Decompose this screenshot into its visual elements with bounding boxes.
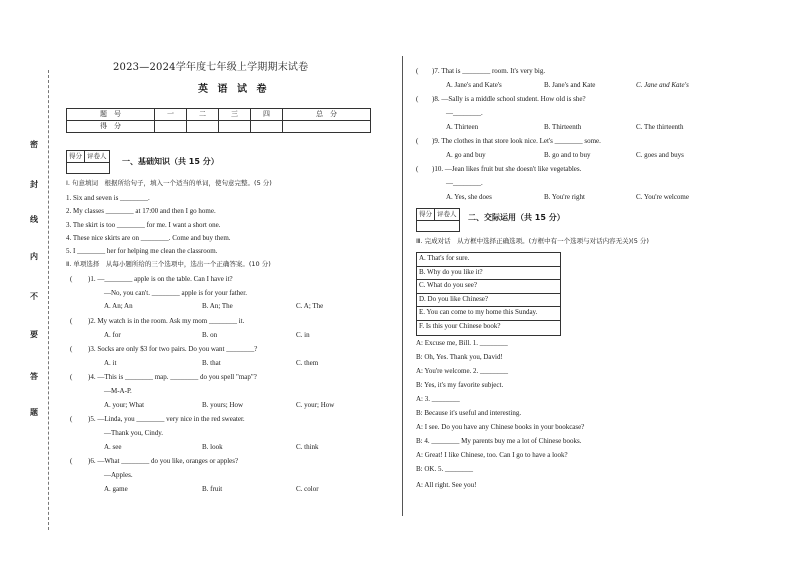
part1-title: Ⅰ. 句意填词 根据所给句子，填入一个适当的单词，使句意完整。(5 分) — [66, 179, 272, 187]
option-c: C. color — [296, 485, 319, 493]
option-a: A. for — [104, 331, 121, 339]
grader-score-label: 得分 — [67, 151, 85, 162]
grader-box-2 — [416, 208, 460, 232]
grader-name-label: 评卷人 — [87, 152, 107, 160]
question-text: )2. My watch is in the room. Ask my mom ________ it. — [88, 317, 245, 325]
section1-title: 一、基础知识（共 15 分） — [122, 157, 219, 166]
dialogue-option: C. What do you see? — [417, 280, 560, 294]
dialogue-option: A. That's for sure. — [417, 253, 560, 267]
dialogue-line: A: Excuse me, Bill. 1. ________ — [416, 339, 508, 347]
binding-char: 不 — [30, 291, 38, 301]
score-header-cell: 一 — [155, 109, 187, 121]
question-text: —________. — [446, 179, 483, 187]
fill-item: 1. Six and seven is ________. — [66, 194, 150, 202]
option-b: B. go and to buy — [544, 151, 591, 159]
option-b: B. fruit — [202, 485, 223, 493]
dialogue-line: A: You're welcome. 2. ________ — [416, 367, 509, 375]
score-blank-cell[interactable] — [219, 121, 251, 133]
score-blank-cell[interactable] — [155, 121, 187, 133]
dialogue-line: B: Yes, it's my favorite subject. — [416, 381, 504, 389]
question-text: —Apples. — [104, 471, 133, 479]
question-text: —Thank you, Cindy. — [104, 429, 164, 437]
binding-char: 题 — [30, 407, 38, 417]
score-header-cell: 三 — [219, 109, 251, 121]
dialogue-line: A: All right. See you! — [416, 481, 477, 489]
question-text: —No, you can't. ________ apple is for your father. — [104, 289, 247, 297]
fill-item: 4. These nice skirts are on ________. Come and buy them. — [66, 234, 231, 242]
option-b: B. Jane's and Kate — [544, 81, 596, 89]
option-c: C. think — [296, 443, 319, 451]
question-text: )6. —What ________ do you like, oranges or apples? — [88, 457, 239, 465]
score-blank-cell[interactable] — [283, 121, 371, 133]
answer-paren[interactable]: ( — [416, 165, 419, 173]
grader-box-1 — [66, 150, 110, 174]
dialogue-line: B: 4. ________ My parents buy me a lot of Chinese books. — [416, 437, 582, 445]
answer-paren[interactable]: ( — [70, 415, 73, 423]
option-b: B. yours; How — [202, 401, 244, 409]
binding-char: 线 — [30, 214, 38, 224]
answer-paren[interactable]: ( — [416, 137, 419, 145]
option-c: C. The thirteenth — [636, 123, 684, 131]
option-b: B. You're right — [544, 193, 585, 201]
option-b: B. look — [202, 443, 223, 451]
option-a: A. go and buy — [446, 151, 486, 159]
question-text: )10. —Jean likes fruit but she doesn't like vegetables. — [432, 165, 582, 173]
answer-paren[interactable]: ( — [416, 95, 419, 103]
option-a: A. Jane's and Kate's — [446, 81, 502, 89]
option-c: C. your; How — [296, 401, 335, 409]
score-blank-cell[interactable] — [187, 121, 219, 133]
column-divider — [402, 56, 403, 516]
dialogue-line: A: I see. Do you have any Chinese books in your bookcase? — [416, 423, 585, 431]
option-c: C. in — [296, 331, 310, 339]
answer-paren[interactable]: ( — [70, 345, 73, 353]
question-text: )3. Socks are only $3 for two pairs. Do you want ________? — [88, 345, 258, 353]
question-text: —M-A-P. — [104, 387, 132, 395]
score-header-cell: 题 号 — [67, 109, 155, 121]
dialogue-option: B. Why do you like it? — [417, 267, 560, 281]
binding-dashed-line — [48, 70, 49, 530]
option-a: A. Thirteen — [446, 123, 479, 131]
question-text: )9. The clothes in that store look nice. Let's ________ some. — [432, 137, 601, 145]
score-header-cell: 二 — [187, 109, 219, 121]
question-text: —________. — [446, 109, 483, 117]
dialogue-option: E. You can come to my home this Sunday. — [417, 307, 560, 321]
option-a: A. game — [104, 485, 128, 493]
score-header-cell: 总 分 — [283, 109, 371, 121]
dialogue-line: A: Great! I like Chinese, too. Can I go to have a look? — [416, 451, 568, 459]
answer-paren[interactable]: ( — [416, 67, 419, 75]
option-a: A. it — [104, 359, 117, 367]
dialogue-line: A: 3. ________ — [416, 395, 460, 403]
exam-title: 2023—2024学年度七年级上学期期末试卷 — [113, 62, 309, 73]
fill-item: 3. The skirt is too ________ for me. I want a short one. — [66, 221, 221, 229]
option-c: C. them — [296, 359, 319, 367]
option-a: A. your; What — [104, 401, 145, 409]
question-text: )1. —________ apple is on the table. Can I have it? — [88, 275, 233, 283]
answer-paren[interactable]: ( — [70, 457, 73, 465]
grader-score-label: 得分 — [417, 209, 435, 220]
option-a: A. An; An — [104, 302, 133, 310]
binding-char: 封 — [30, 179, 38, 189]
option-a: A. see — [104, 443, 122, 451]
binding-char: 答 — [30, 371, 38, 381]
question-text: )4. —This is ________ map. ________ do you spell "map"? — [88, 373, 257, 381]
dialogue-line: B: Because it's useful and interesting. — [416, 409, 522, 417]
option-c: C. goes and buys — [636, 151, 684, 159]
fill-item: 2. My classes ________ at 17:00 and then I go home. — [66, 207, 216, 215]
binding-char: 要 — [30, 329, 38, 339]
grader-name-label: 评卷人 — [437, 210, 457, 218]
answer-paren[interactable]: ( — [70, 275, 73, 283]
score-header-cell: 四 — [251, 109, 283, 121]
dialogue-option: D. Do you like Chinese? — [417, 294, 560, 308]
option-b: B. An; The — [202, 302, 233, 310]
dialogue-line: B: OK. 5. ________ — [416, 465, 473, 473]
option-b: B. on — [202, 331, 218, 339]
score-table — [66, 108, 371, 133]
answer-paren[interactable]: ( — [70, 373, 73, 381]
option-a: A. Yes, she does — [446, 193, 492, 201]
options-box — [416, 252, 561, 336]
part3-title: Ⅲ. 完成对话 从方框中选择正确选项。(方框中有一个选项与对话内容无关)(5 分) — [416, 237, 649, 245]
section2-title: 二、交际运用（共 15 分） — [468, 213, 565, 222]
score-row-label: 得 分 — [67, 121, 155, 133]
option-b: B. that — [202, 359, 221, 367]
option-c: C. A; The — [296, 302, 324, 310]
dialogue-line: B: Oh, Yes. Thank you, David! — [416, 353, 503, 361]
option-c: C. Jane and Kate's — [636, 81, 689, 89]
dialogue-option: F. Is this your Chinese book? — [419, 321, 501, 330]
binding-char: 内 — [30, 251, 38, 261]
option-b: B. Thirteenth — [544, 123, 582, 131]
fill-item: 5. I ________ her for helping me clean the classroom. — [66, 247, 218, 255]
question-text: )7. That is ________ room. It's very big. — [432, 67, 546, 75]
answer-paren[interactable]: ( — [70, 317, 73, 325]
part2-title: Ⅱ. 单项选择 从每小题所给的三个选项中，选出一个正确答案。(10 分) — [66, 260, 271, 268]
question-text: )5. —Linda, you ________ very nice in the red sweater. — [88, 415, 245, 423]
binding-char: 密 — [30, 139, 38, 149]
exam-subtitle: 英 语 试 卷 — [198, 84, 270, 95]
score-blank-cell[interactable] — [251, 121, 283, 133]
question-text: )8. —Sally is a middle school student. How old is she? — [432, 95, 586, 103]
option-c: C. You're welcome — [636, 193, 689, 201]
